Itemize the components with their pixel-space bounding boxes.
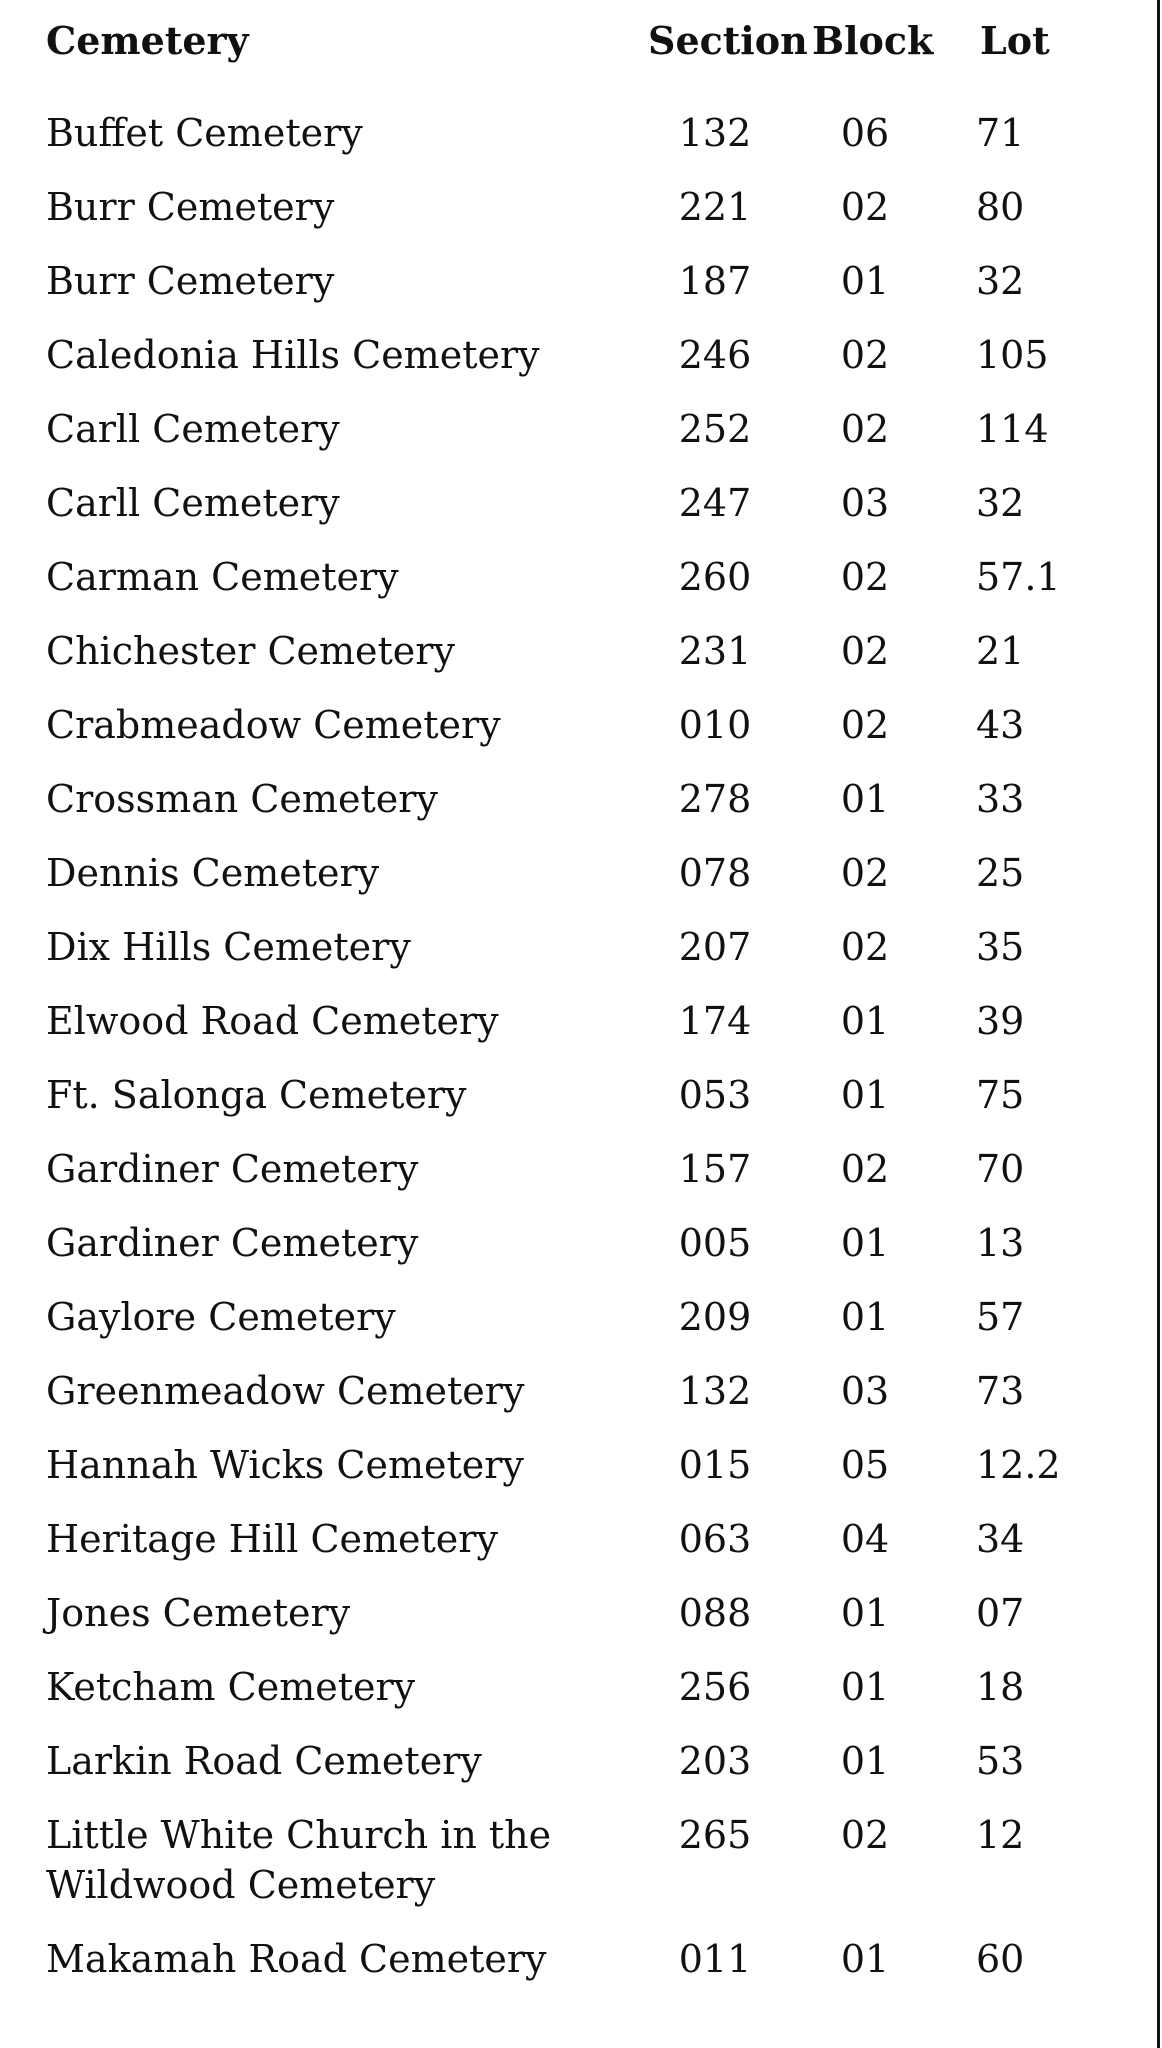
table-row (0, 1292, 1150, 1366)
table-row (0, 552, 1150, 626)
section-cell: 157 (678, 1147, 752, 1191)
table-row (0, 330, 1150, 404)
table-row (0, 1144, 1150, 1218)
cemetery-name-cell: Gaylore Cemetery (46, 1295, 396, 1339)
block-cell: 02 (840, 185, 890, 229)
block-cell: 02 (840, 1147, 890, 1191)
table-header (0, 18, 1150, 78)
table-row (0, 1440, 1150, 1514)
cemetery-name-cell: Makamah Road Cemetery (46, 1937, 547, 1981)
lot-cell: 34 (976, 1517, 1025, 1561)
section-cell: 132 (678, 111, 752, 155)
cemetery-name-cell: Dix Hills Cemetery (46, 925, 411, 969)
table-row (0, 626, 1150, 700)
section-cell: 015 (678, 1443, 752, 1487)
table-row (0, 1218, 1150, 1292)
table-row (0, 256, 1150, 330)
table-row (0, 1366, 1150, 1440)
section-cell: 203 (678, 1739, 752, 1783)
lot-cell: 12.2 (976, 1443, 1061, 1487)
section-cell: 078 (678, 851, 752, 895)
block-cell: 03 (840, 1369, 890, 1413)
block-cell: 02 (840, 555, 890, 599)
table-row (0, 404, 1150, 478)
block-cell: 02 (840, 333, 890, 377)
lot-cell: 105 (976, 333, 1049, 377)
section-cell: 053 (678, 1073, 752, 1117)
lot-cell: 39 (976, 999, 1025, 1043)
block-cell: 01 (840, 1739, 890, 1783)
section-cell: 010 (678, 703, 752, 747)
right-border-rule (1157, 0, 1160, 2048)
lot-cell: 70 (976, 1147, 1025, 1191)
section-cell: 260 (678, 555, 752, 599)
cemetery-name-cell: Buffet Cemetery (46, 111, 363, 155)
block-cell: 03 (840, 481, 890, 525)
block-cell: 02 (840, 925, 890, 969)
cemetery-name-cell: Heritage Hill Cemetery (46, 1517, 498, 1561)
table-row (0, 1736, 1150, 1810)
section-cell: 187 (678, 259, 752, 303)
table-row (0, 478, 1150, 552)
section-cell: 174 (678, 999, 752, 1043)
lot-cell: 114 (976, 407, 1049, 451)
cemetery-name-cell: Greenmeadow Cemetery (46, 1369, 525, 1413)
table-row (0, 1588, 1150, 1662)
table-row (0, 848, 1150, 922)
cemetery-name-cell: Crabmeadow Cemetery (46, 703, 501, 747)
header-cemetery: Cemetery (46, 18, 249, 63)
lot-cell: 32 (976, 481, 1025, 525)
lot-cell: 25 (976, 851, 1025, 895)
lot-cell: 71 (976, 111, 1025, 155)
lot-cell: 35 (976, 925, 1025, 969)
cemetery-name-cell: Gardiner Cemetery (46, 1221, 419, 1265)
cemetery-name-cell: Carman Cemetery (46, 555, 399, 599)
header-section: Section (648, 18, 808, 63)
cemetery-name-cell: Burr Cemetery (46, 185, 335, 229)
cemetery-name-cell: Crossman Cemetery (46, 777, 438, 821)
cemetery-name-cell: Little White Church in the Wildwood Cemetery (46, 1813, 552, 1907)
block-cell: 01 (840, 1937, 890, 1981)
cemetery-name-cell: Jones Cemetery (46, 1591, 351, 1635)
block-cell: 02 (840, 629, 890, 673)
block-cell: 01 (840, 777, 890, 821)
cemetery-name-cell: Elwood Road Cemetery (46, 999, 499, 1043)
cemetery-name-cell: Ft. Salonga Cemetery (46, 1073, 467, 1117)
section-cell: 247 (678, 481, 752, 525)
cemetery-name-cell: Chichester Cemetery (46, 629, 455, 673)
section-cell: 265 (678, 1813, 752, 1857)
lot-cell: 80 (976, 185, 1025, 229)
lot-cell: 12 (976, 1813, 1025, 1857)
section-cell: 063 (678, 1517, 752, 1561)
header-lot: Lot (980, 18, 1050, 63)
lot-cell: 13 (976, 1221, 1025, 1265)
table-row (0, 774, 1150, 848)
cemetery-name-cell: Dennis Cemetery (46, 851, 380, 895)
block-cell: 02 (840, 1813, 890, 1857)
lot-cell: 75 (976, 1073, 1025, 1117)
table-row (0, 1934, 1150, 2008)
section-cell: 209 (678, 1295, 752, 1339)
block-cell: 04 (840, 1517, 890, 1561)
section-cell: 132 (678, 1369, 752, 1413)
table-row (0, 1662, 1150, 1736)
lot-cell: 18 (976, 1665, 1025, 1709)
block-cell: 01 (840, 1221, 890, 1265)
block-cell: 01 (840, 1591, 890, 1635)
block-cell: 02 (840, 851, 890, 895)
table-body (0, 108, 1150, 2008)
cemetery-name-cell: Carll Cemetery (46, 481, 340, 525)
table-row (0, 1514, 1150, 1588)
lot-cell: 07 (976, 1591, 1025, 1635)
lot-cell: 57.1 (976, 555, 1061, 599)
lot-cell: 57 (976, 1295, 1025, 1339)
section-cell: 221 (678, 185, 752, 229)
section-cell: 231 (678, 629, 752, 673)
block-cell: 01 (840, 1665, 890, 1709)
lot-cell: 60 (976, 1937, 1025, 1981)
cemetery-name-cell: Gardiner Cemetery (46, 1147, 419, 1191)
lot-cell: 33 (976, 777, 1025, 821)
cemetery-name-cell: Ketcham Cemetery (46, 1665, 416, 1709)
table-row (0, 108, 1150, 182)
cemetery-name-cell: Larkin Road Cemetery (46, 1739, 482, 1783)
section-cell: 278 (678, 777, 752, 821)
table-row (0, 182, 1150, 256)
lot-cell: 73 (976, 1369, 1025, 1413)
section-cell: 246 (678, 333, 752, 377)
block-cell: 01 (840, 259, 890, 303)
section-cell: 256 (678, 1665, 752, 1709)
lot-cell: 21 (976, 629, 1025, 673)
table-row (0, 996, 1150, 1070)
cemetery-name-cell: Carll Cemetery (46, 407, 340, 451)
cemetery-name-cell: Burr Cemetery (46, 259, 335, 303)
lot-cell: 43 (976, 703, 1025, 747)
lot-cell: 53 (976, 1739, 1025, 1783)
table-row (0, 700, 1150, 774)
block-cell: 05 (840, 1443, 890, 1487)
section-cell: 088 (678, 1591, 752, 1635)
section-cell: 011 (678, 1937, 752, 1981)
table-row (0, 922, 1150, 996)
block-cell: 01 (840, 999, 890, 1043)
block-cell: 02 (840, 703, 890, 747)
block-cell: 01 (840, 1295, 890, 1339)
lot-cell: 32 (976, 259, 1025, 303)
header-block: Block (812, 18, 934, 63)
block-cell: 06 (840, 111, 890, 155)
table-row (0, 1070, 1150, 1144)
section-cell: 005 (678, 1221, 752, 1265)
cemetery-name-cell: Caledonia Hills Cemetery (46, 333, 540, 377)
cemetery-name-cell: Hannah Wicks Cemetery (46, 1443, 524, 1487)
block-cell: 01 (840, 1073, 890, 1117)
block-cell: 02 (840, 407, 890, 451)
section-cell: 252 (678, 407, 752, 451)
section-cell: 207 (678, 925, 752, 969)
table-row (0, 1810, 1150, 1934)
